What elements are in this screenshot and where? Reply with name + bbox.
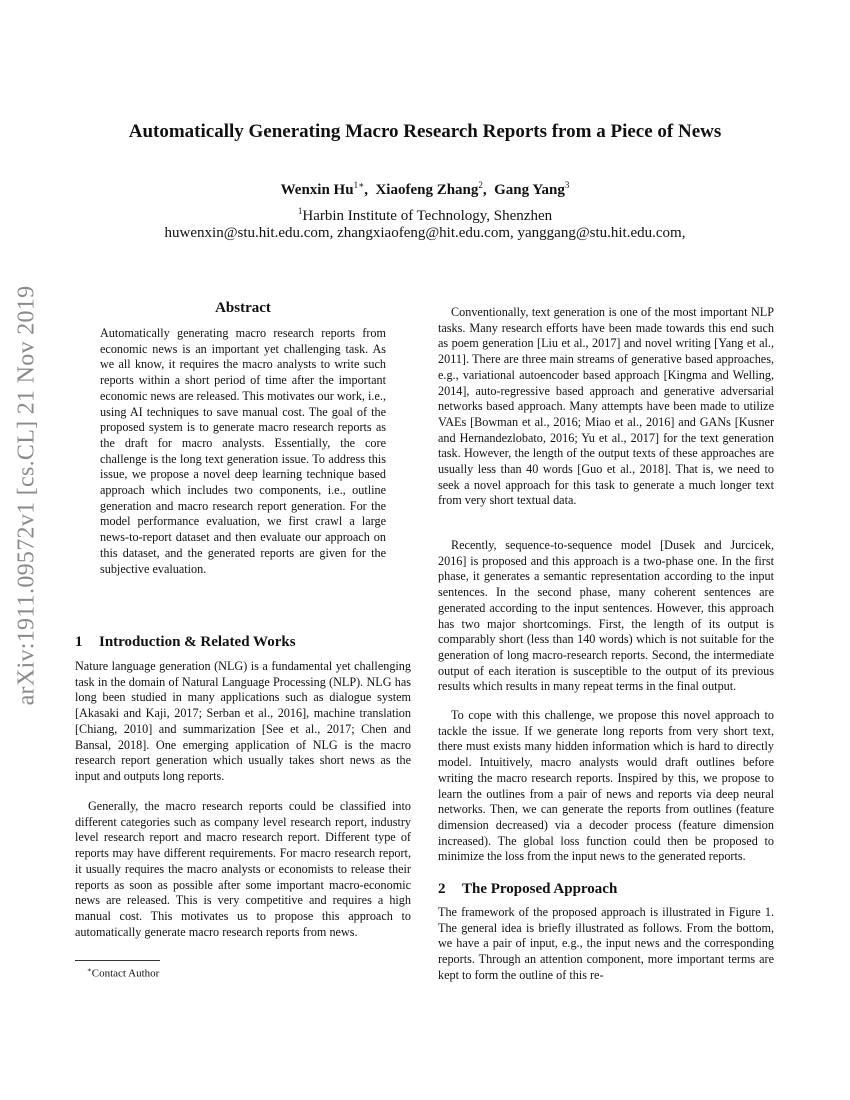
author-mark: 2 bbox=[478, 180, 483, 190]
affiliation-mark: 1 bbox=[297, 206, 303, 216]
section-number: 2 bbox=[438, 881, 446, 897]
right-column-paragraph-2: Recently, sequence-to-sequence model [Dusek and Jurcicek, 2016] is proposed and this approach is a two-phase one. In the first phase, it generates a semantic representation according to the input sentences. In the second phase, many coherent sentences are generated according to the input sentences. However, this approach has two major shortcomings. First, the length of its output is comparably short (less than 140 words) which is not suitable for the generation of long macro-research reports. Second, the intermediate output of each iteration is susceptible to the output of its previous results which results in many repeat terms in the final output. bbox=[438, 538, 774, 694]
footnote-text: Contact Author bbox=[91, 967, 160, 980]
right-column-paragraph-3: To cope with this challenge, we propose this novel approach to tackle the issue. If we generate long reports from very short text, there must exists many hidden information which is hard to directly model. Intuitively, macro analysts would draft outlines before writing the macro research reports. Inspired by this, we propose to learn the outlines from a pair of news and reports via deep neural networks. Then, we can generate the reports from outlines (feature dimension decreased) via a decoder process (feature dimension increased). The global loss function could then be proposed to minimize the loss from the input news to the generated reports. bbox=[438, 708, 774, 864]
section-number: 1 bbox=[75, 634, 83, 650]
author-list: Wenxin $Hu^{1∗}$, Xiaofeng Zhang$^2$, Gang Yang$^3$ bbox=[280, 180, 570, 198]
author-emails: huwenxin@stu.hit.edu.com, zhangxiaofeng@hit.edu.com, yanggang@stu.hit.edu.com, bbox=[164, 225, 686, 241]
author-name: Xiaofeng Zhang bbox=[375, 182, 479, 198]
section-title: Introduction & Related Works bbox=[99, 634, 296, 650]
paper-title: Automatically Generating Macro Research Reports from a Piece of News bbox=[128, 121, 722, 142]
right-column-paragraph-1: Conventionally, text generation is one of the most important NLP tasks. Many research efforts have been made towards this end such as poem generation [Liu et al., 2017] and novel writing [Yang et al., 2011]. There are three main streams of generative based approaches, e.g., variational autoencoder based approach [Kingma and Welling, 2014], auto-regressive based approach and generative adversarial networks based approach. Many attempts have been made to utilize VAEs [Bowman et al., 2016; Miao et al., 2016] and GANs [Kusner and Hernandezlobato, 2016; Yu et al., 2017] for the text generation task. However, the length of the output texts of these approaches are usually less than 40 words [Guo et al., 2018]. That is, we need to seek a novel approach for this task to generate a much longer text from very short textual data. bbox=[438, 305, 774, 508]
affiliation bbox=[0, 202, 850, 226]
affiliation-text: Harbin Institute of Technology, Shenzhen bbox=[302, 208, 553, 224]
author-name: Gang Yang bbox=[494, 182, 565, 198]
footnote bbox=[87, 964, 159, 981]
footnote-mark: ∗ bbox=[87, 966, 92, 974]
abstract-heading: Abstract bbox=[215, 300, 271, 316]
arxiv-identifier-stamp bbox=[2, 285, 52, 705]
section-2-paragraph-1: The framework of the proposed approach is illustrated in Figure 1. The general idea is briefly illustrated as follows. From the bottom, we have a pair of input, e.g., the input news and the corresponding reports. Through an attention component, more important terms are kept to form the outline of this re- bbox=[438, 905, 774, 982]
abstract-text: Automatically generating macro research reports from economic news is an important yet challenging task. As we all know, it requires the macro analysts to write such reports within a short period of time after the important economic news are released. This motivates our work, i.e., using AI techniques to save manual cost. The goal of the proposed system is to generate macro research reports as the draft for macro analysts. Essentially, the core challenge is the long text generation issue. To address this issue, we propose a novel deep learning technique based approach which includes two components, i.e., outline generation and macro research report generation. For the model performance evaluation, we first crawl a large news-to-report dataset and then evaluate our approach on this dataset, and the generated reports are given for the subjective evaluation. bbox=[100, 326, 386, 576]
section-1-heading bbox=[75, 633, 296, 652]
author-name: Wenxin Hu bbox=[280, 182, 354, 198]
author-mark: 3 bbox=[564, 180, 570, 190]
section-1-paragraph-2: Generally, the macro research reports could be classified into different categories such as company level research report, industry level research report and macro research report. Different type of reports may have different requirements. For macro research report, it usually requires the macro analysts or economists to release their reports as soon as possible after some important macro-economic news are released. This is very competitive and requires a high manual cost. This motivates us to propose this approach to automatically generate macro research reports from news. bbox=[75, 799, 411, 939]
section-2-heading bbox=[438, 880, 617, 899]
footnote-rule bbox=[75, 960, 160, 961]
author-mark: 1∗ bbox=[353, 180, 365, 190]
section-title: The Proposed Approach bbox=[462, 881, 618, 897]
section-1-paragraph-1: Nature language generation (NLG) is a fundamental yet challenging task in the domain of Natural Language Processing (NLP). NLG has long been studied in many applications such as dialogue system [Akasaki and Kaji, 2017; Serban et al., 2016], machine translation [Chiang, 2010] and summarization [See et al., 2017; Chen and Bansal, 2018]. One emerging application of NLG is the macro research report generation which usually takes short news as the input and outputs long reports. bbox=[75, 659, 411, 783]
arxiv-stamp-text: arXiv:1911.09572v1 [cs.CL] 21 Nov 2019 bbox=[13, 285, 40, 705]
